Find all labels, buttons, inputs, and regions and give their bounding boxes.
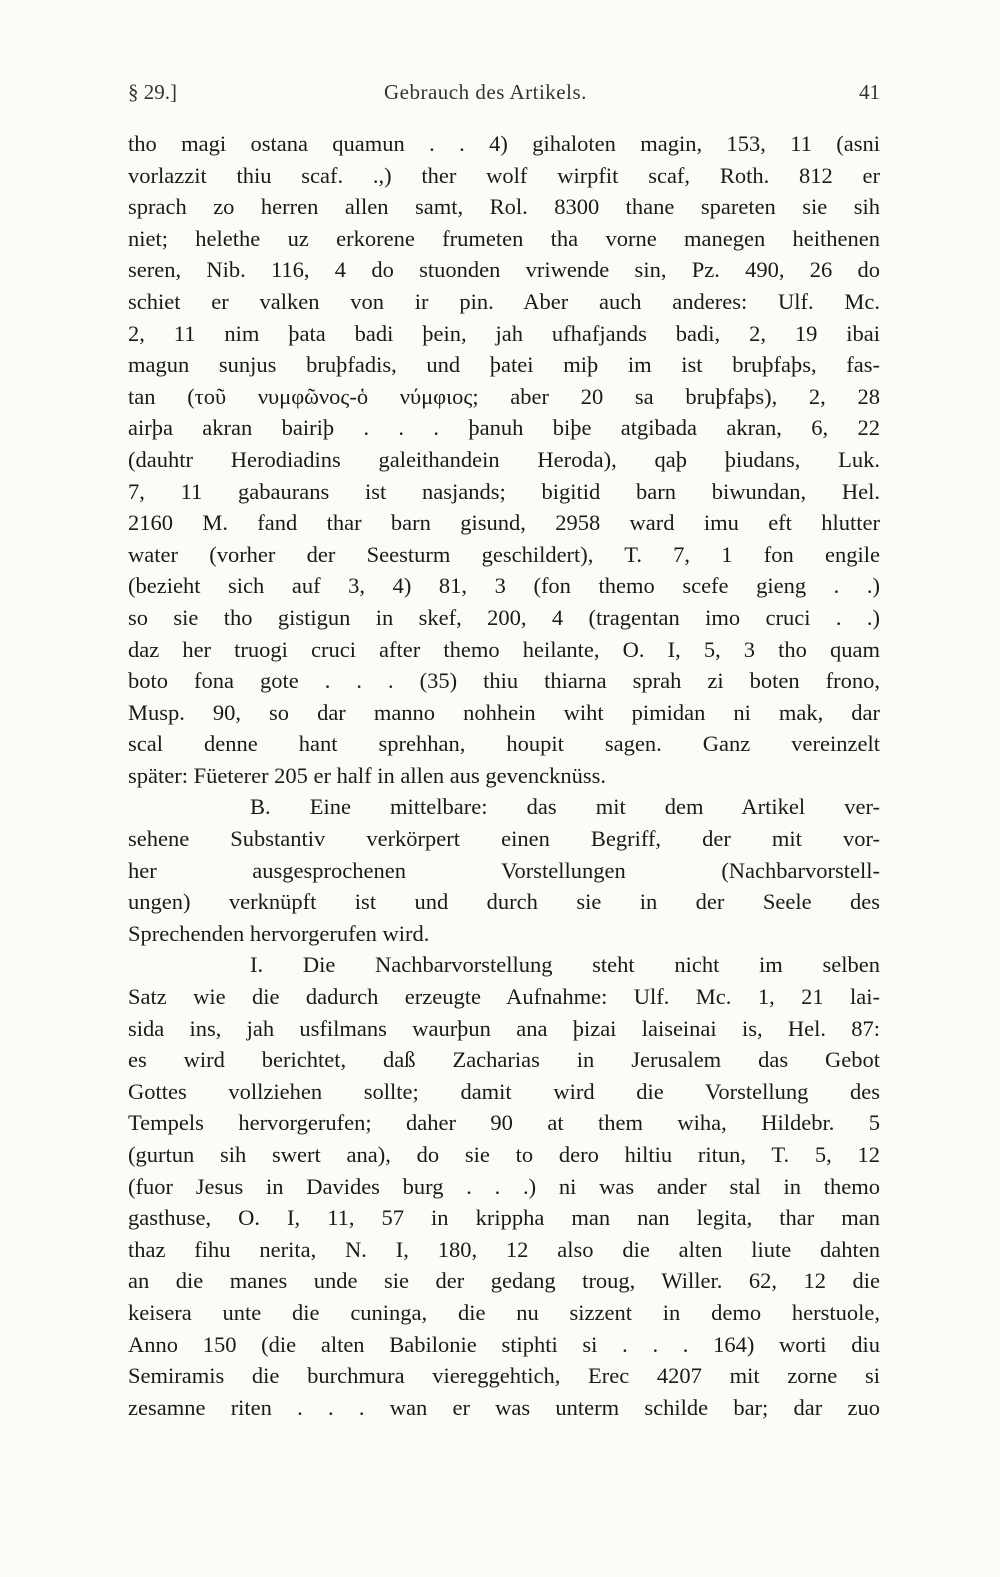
book-page: [128, 80, 880, 1423]
text-line: zesamne riten . . . wan er was unterm schilde bar; dar zuo: [128, 1394, 880, 1420]
text-line: (fuor Jesus in Davides burg . . .) ni was ander stal in themo: [128, 1173, 880, 1199]
text-line: an die manes unde sie der gedang troug, Willer. 62, 12 die: [128, 1268, 880, 1294]
text-line: (bezieht sich auf 3, 4) 81, 3 (fon themo scefe gieng . .): [128, 573, 880, 599]
text-line: thaz fihu nerita, N. I, 180, 12 also die alten liute dahten: [128, 1236, 880, 1262]
text-line: magun sunjus bruþfadis, und þatei miþ im ist bruþfaþs, fas-: [128, 352, 880, 378]
text-line: seren, Nib. 116, 4 do stuonden vriwende sin, Pz. 490, 26 do: [128, 257, 880, 283]
text-line: Satz wie die dadurch erzeugte Aufnahme: Ulf. Mc. 1, 21 lai-: [128, 984, 880, 1010]
text-line: so sie tho gistigun in skef, 200, 4 (tragentan imo cruci . .): [128, 604, 880, 630]
text-line: sprach zo herren allen samt, Rol. 8300 thane spareten sie sih: [128, 194, 880, 220]
body-text: [128, 128, 880, 1423]
text-line: schiet er valken von ir pin. Aber auch anderes: Ulf. Mc.: [128, 288, 880, 314]
text-line: 2, 11 nim þata badi þein, jah ufhafjands badi, 2, 19 ibai: [128, 320, 880, 346]
section-reference: § 29.]: [128, 80, 177, 104]
running-head: [128, 80, 880, 120]
text-line: Musp. 90, so dar manno nohhein wiht pimidan ni mak, dar: [128, 699, 880, 725]
text-line: B. Eine mittelbare: das mit dem Artikel ver-: [250, 794, 880, 820]
text-line: Semiramis die burchmura viereggehtich, Erec 4207 mit zorne si: [128, 1363, 880, 1389]
text-line: keisera unte die cuninga, die nu sizzent in demo herstuole,: [128, 1299, 880, 1325]
text-line: Gottes vollziehen sollte; damit wird die Vorstellung des: [128, 1078, 880, 1104]
text-line: tan (τοῦ νυμφῶνος-ὁ νύμφιος; aber 20 sa bruþfaþs), 2, 28: [128, 383, 880, 409]
text-line: her ausgesprochenen Vorstellungen (Nachbarvorstell-: [128, 857, 880, 883]
running-title: Gebrauch des Artikels.: [384, 80, 587, 104]
text-line: sida ins, jah usfilmans waurþun ana þizai laiseinai is, Hel. 87:: [128, 1015, 880, 1041]
text-line: 2160 M. fand thar barn gisund, 2958 ward imu eft hlutter: [128, 510, 880, 536]
text-line: scal denne hant sprehhan, houpit sagen. Ganz vereinzelt: [128, 731, 880, 757]
text-line: Tempels hervorgerufen; daher 90 at them wiha, Hildebr. 5: [128, 1110, 880, 1136]
text-line: es wird berichtet, daß Zacharias in Jerusalem das Gebot: [128, 1047, 880, 1073]
text-line: später: Füeterer 205 er half in allen aus gevencknüss.: [128, 762, 606, 788]
text-line: gasthuse, O. I, 11, 57 in krippha man nan legita, thar man: [128, 1205, 880, 1231]
text-line: boto fona gote . . . (35) thiu thiarna sprah zi boten frono,: [128, 668, 880, 694]
text-line: I. Die Nachbarvorstellung steht nicht im selben: [250, 952, 880, 978]
text-line: vorlazzit thiu scaf. .,) ther wolf wirpfit scaf, Roth. 812 er: [128, 162, 880, 188]
text-line: daz her truogi cruci after themo heilante, O. I, 5, 3 tho quam: [128, 636, 880, 662]
text-line: ungen) verknüpft ist und durch sie in der Seele des: [128, 889, 880, 915]
text-line: (gurtun sih swert ana), do sie to dero hiltiu ritun, T. 5, 12: [128, 1142, 880, 1167]
text-line: airþa akran bairiþ . . . þanuh biþe atgibada akran, 6, 22: [128, 415, 880, 441]
text-line: tho magi ostana quamun . . 4) gihaloten magin, 153, 11 (asni: [128, 131, 880, 156]
page-number: 41: [859, 80, 880, 104]
text-line: 7, 11 gabaurans ist nasjands; bigitid barn biwundan, Hel.: [128, 478, 880, 504]
text-line: Anno 150 (die alten Babilonie stiphti si . . . 164) worti diu: [128, 1331, 880, 1357]
text-line: (dauhtr Herodiadins galeithandein Heroda), qaþ þiudans, Luk.: [128, 446, 880, 472]
text-line: Sprechenden hervorgerufen wird.: [128, 920, 430, 946]
text-line: water (vorher der Seesturm geschildert), T. 7, 1 fon engile: [128, 541, 880, 567]
text-line: niet; helethe uz erkorene frumeten tha vorne manegen heithenen: [128, 225, 880, 251]
text-line: sehene Substantiv verkörpert einen Begriff, der mit vor-: [128, 826, 880, 852]
